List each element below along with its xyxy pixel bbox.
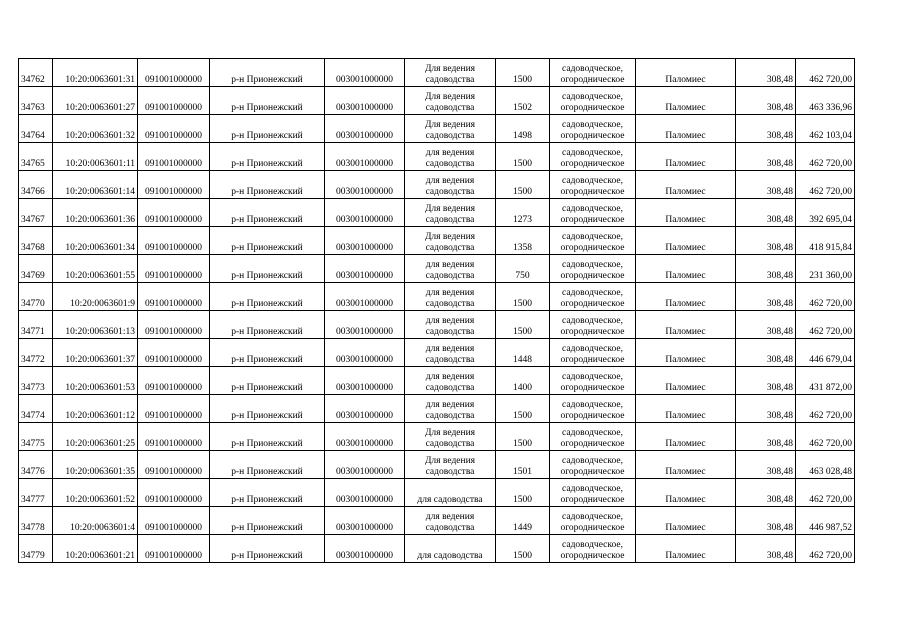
cadastral-number-cell: 10:20:0063601:35 [53, 451, 138, 479]
specific-value-cell: 308,48 [736, 311, 796, 339]
table-row [19, 367, 855, 395]
district-cell: р-н Прионежский [210, 255, 325, 283]
specific-value-cell: 308,48 [736, 171, 796, 199]
cadastral-number-cell: 10:20:0063601:31 [53, 59, 138, 87]
cadastral-number-cell: 10:20:0063601:36 [53, 199, 138, 227]
cadastral-value-cell: 462 720,00 [796, 59, 855, 87]
district-cell: р-н Прионежский [210, 199, 325, 227]
locality-cell: Паломиес [636, 143, 736, 171]
area-cell: 1400 [496, 367, 550, 395]
table-row [19, 227, 855, 255]
permitted-use-cell [405, 227, 496, 255]
area-cell: 1448 [496, 339, 550, 367]
cadastral-value-cell: 462 720,00 [796, 143, 855, 171]
permitted-use-cell [405, 283, 496, 311]
land-category-cell-line: огородническое [560, 439, 625, 449]
settlement-code-cell: 003001000000 [325, 535, 405, 563]
row-number-cell: 34764 [19, 115, 53, 143]
locality-cell: Паломиес [636, 367, 736, 395]
district-cell: р-н Прионежский [210, 451, 325, 479]
cadastral-number-cell: 10:20:0063601:37 [53, 339, 138, 367]
locality-cell: Паломиес [636, 199, 736, 227]
table-body [19, 59, 855, 563]
locality-cell: Паломиес [636, 115, 736, 143]
cadastral-value-cell: 463 336,96 [796, 87, 855, 115]
row-number-cell: 34778 [19, 507, 53, 535]
okato-code-cell: 091001000000 [138, 283, 210, 311]
land-category-cell [550, 535, 636, 563]
permitted-use-cell [405, 311, 496, 339]
permitted-use-cell-line: садоводства [425, 215, 475, 225]
land-category-cell-line: огородническое [560, 551, 625, 561]
okato-code-cell: 091001000000 [138, 423, 210, 451]
cadastral-value-cell: 462 720,00 [796, 395, 855, 423]
land-category-cell [550, 367, 636, 395]
permitted-use-cell [405, 339, 496, 367]
table-row [19, 199, 855, 227]
okato-code-cell: 091001000000 [138, 115, 210, 143]
cadastral-number-cell: 10:20:0063601:21 [53, 535, 138, 563]
area-cell: 1449 [496, 507, 550, 535]
permitted-use-cell-line: для ведения [425, 400, 475, 410]
permitted-use-cell-line: садоводства [425, 271, 475, 281]
land-category-cell-line: огородническое [560, 271, 625, 281]
specific-value-cell: 308,48 [736, 255, 796, 283]
cadastral-value-cell: 392 695,04 [796, 199, 855, 227]
locality-cell: Паломиес [636, 311, 736, 339]
row-number-cell: 34775 [19, 423, 53, 451]
row-number-cell: 34765 [19, 143, 53, 171]
okato-code-cell: 091001000000 [138, 171, 210, 199]
settlement-code-cell: 003001000000 [325, 227, 405, 255]
okato-code-cell: 091001000000 [138, 507, 210, 535]
permitted-use-cell-line: Для ведения [424, 92, 476, 102]
locality-cell: Паломиес [636, 339, 736, 367]
district-cell: р-н Прионежский [210, 171, 325, 199]
specific-value-cell: 308,48 [736, 143, 796, 171]
permitted-use-cell-line: для ведения [425, 148, 475, 158]
locality-cell: Паломиес [636, 227, 736, 255]
permitted-use-cell-line: Для ведения [424, 428, 476, 438]
permitted-use-cell-line: садоводства [425, 159, 475, 169]
land-category-cell [550, 507, 636, 535]
permitted-use-cell-line: для ведения [425, 260, 475, 270]
area-cell: 1501 [496, 451, 550, 479]
cadastral-number-cell: 10:20:0063601:32 [53, 115, 138, 143]
area-cell: 1500 [496, 143, 550, 171]
area-cell: 1358 [496, 227, 550, 255]
land-category-cell [550, 143, 636, 171]
cadastral-number-cell: 10:20:0063601:27 [53, 87, 138, 115]
land-category-cell [550, 171, 636, 199]
area-cell: 1500 [496, 479, 550, 507]
cadastral-value-cell: 462 720,00 [796, 311, 855, 339]
permitted-use-cell-line: для ведения [425, 512, 475, 522]
land-category-cell-line: садоводческое, [562, 260, 623, 270]
permitted-use-cell-line: Для ведения [424, 64, 476, 74]
specific-value-cell: 308,48 [736, 367, 796, 395]
locality-cell: Паломиес [636, 395, 736, 423]
locality-cell: Паломиес [636, 255, 736, 283]
land-category-cell-line: садоводческое, [562, 512, 623, 522]
district-cell: р-н Прионежский [210, 227, 325, 255]
land-category-cell-line: огородническое [560, 75, 625, 85]
table-row [19, 507, 855, 535]
table-row [19, 143, 855, 171]
district-cell: р-н Прионежский [210, 535, 325, 563]
locality-cell: Паломиес [636, 423, 736, 451]
row-number-cell: 34762 [19, 59, 53, 87]
locality-cell: Паломиес [636, 479, 736, 507]
specific-value-cell: 308,48 [736, 451, 796, 479]
district-cell: р-н Прионежский [210, 143, 325, 171]
table-row [19, 451, 855, 479]
land-category-cell [550, 283, 636, 311]
table-row [19, 423, 855, 451]
district-cell: р-н Прионежский [210, 507, 325, 535]
cadastral-value-table [18, 58, 855, 563]
cadastral-number-cell: 10:20:0063601:4 [53, 507, 138, 535]
land-category-cell-line: огородническое [560, 187, 625, 197]
land-category-cell-line: огородническое [560, 411, 625, 421]
permitted-use-cell-line: для садоводства [417, 495, 483, 505]
table-row [19, 311, 855, 339]
permitted-use-cell [405, 535, 496, 563]
okato-code-cell: 091001000000 [138, 395, 210, 423]
okato-code-cell: 091001000000 [138, 87, 210, 115]
cadastral-number-cell: 10:20:0063601:53 [53, 367, 138, 395]
permitted-use-cell [405, 87, 496, 115]
permitted-use-cell [405, 59, 496, 87]
permitted-use-cell [405, 479, 496, 507]
land-category-cell [550, 255, 636, 283]
row-number-cell: 34769 [19, 255, 53, 283]
land-category-cell [550, 115, 636, 143]
land-category-cell [550, 395, 636, 423]
cadastral-number-cell: 10:20:0063601:25 [53, 423, 138, 451]
land-category-cell-line: огородническое [560, 467, 625, 477]
settlement-code-cell: 003001000000 [325, 59, 405, 87]
permitted-use-cell-line: садоводства [425, 439, 475, 449]
permitted-use-cell-line: для ведения [425, 176, 475, 186]
permitted-use-cell [405, 199, 496, 227]
okato-code-cell: 091001000000 [138, 227, 210, 255]
permitted-use-cell [405, 255, 496, 283]
settlement-code-cell: 003001000000 [325, 283, 405, 311]
table-row [19, 171, 855, 199]
land-category-cell [550, 479, 636, 507]
permitted-use-cell-line: для ведения [425, 288, 475, 298]
okato-code-cell: 091001000000 [138, 367, 210, 395]
cadastral-number-cell: 10:20:0063601:9 [53, 283, 138, 311]
land-category-cell [550, 87, 636, 115]
locality-cell: Паломиес [636, 87, 736, 115]
settlement-code-cell: 003001000000 [325, 339, 405, 367]
cadastral-value-cell: 462 720,00 [796, 283, 855, 311]
row-number-cell: 34766 [19, 171, 53, 199]
table-row [19, 283, 855, 311]
settlement-code-cell: 003001000000 [325, 395, 405, 423]
land-category-cell-line: садоводческое, [562, 456, 623, 466]
settlement-code-cell: 003001000000 [325, 115, 405, 143]
row-number-cell: 34767 [19, 199, 53, 227]
specific-value-cell: 308,48 [736, 423, 796, 451]
land-category-cell-line: огородническое [560, 159, 625, 169]
land-category-cell-line: огородническое [560, 215, 625, 225]
permitted-use-cell-line: Для ведения [424, 232, 476, 242]
permitted-use-cell-line: для садоводства [417, 551, 483, 561]
cadastral-value-cell: 231 360,00 [796, 255, 855, 283]
permitted-use-cell-line: садоводства [425, 523, 475, 533]
permitted-use-cell-line: для ведения [425, 372, 475, 382]
okato-code-cell: 091001000000 [138, 479, 210, 507]
cadastral-number-cell: 10:20:0063601:12 [53, 395, 138, 423]
permitted-use-cell-line: садоводства [425, 187, 475, 197]
land-category-cell [550, 227, 636, 255]
locality-cell: Паломиес [636, 283, 736, 311]
settlement-code-cell: 003001000000 [325, 451, 405, 479]
settlement-code-cell: 003001000000 [325, 479, 405, 507]
land-category-cell-line: огородническое [560, 523, 625, 533]
land-category-cell-line: огородническое [560, 103, 625, 113]
land-category-cell [550, 451, 636, 479]
permitted-use-cell-line: садоводства [425, 411, 475, 421]
land-category-cell [550, 311, 636, 339]
area-cell: 1500 [496, 395, 550, 423]
cadastral-number-cell: 10:20:0063601:34 [53, 227, 138, 255]
okato-code-cell: 091001000000 [138, 451, 210, 479]
area-cell: 750 [496, 255, 550, 283]
row-number-cell: 34774 [19, 395, 53, 423]
permitted-use-cell-line: садоводства [425, 355, 475, 365]
row-number-cell: 34771 [19, 311, 53, 339]
settlement-code-cell: 003001000000 [325, 507, 405, 535]
settlement-code-cell: 003001000000 [325, 255, 405, 283]
settlement-code-cell: 003001000000 [325, 143, 405, 171]
permitted-use-cell-line: садоводства [425, 131, 475, 141]
area-cell: 1500 [496, 311, 550, 339]
okato-code-cell: 091001000000 [138, 339, 210, 367]
cadastral-number-cell: 10:20:0063601:13 [53, 311, 138, 339]
row-number-cell: 34776 [19, 451, 53, 479]
settlement-code-cell: 003001000000 [325, 311, 405, 339]
settlement-code-cell: 003001000000 [325, 423, 405, 451]
table-row [19, 87, 855, 115]
cadastral-value-cell: 462 103,04 [796, 115, 855, 143]
permitted-use-cell-line: садоводства [425, 299, 475, 309]
permitted-use-cell-line: садоводства [425, 75, 475, 85]
land-category-cell-line: садоводческое, [562, 232, 623, 242]
land-category-cell-line: огородническое [560, 327, 625, 337]
okato-code-cell: 091001000000 [138, 143, 210, 171]
table-row [19, 395, 855, 423]
land-category-cell-line: садоводческое, [562, 372, 623, 382]
land-category-cell [550, 199, 636, 227]
district-cell: р-н Прионежский [210, 59, 325, 87]
permitted-use-cell-line: садоводства [425, 383, 475, 393]
cadastral-value-cell: 446 987,52 [796, 507, 855, 535]
specific-value-cell: 308,48 [736, 339, 796, 367]
land-category-cell-line: огородническое [560, 299, 625, 309]
permitted-use-cell-line: садоводства [425, 327, 475, 337]
specific-value-cell: 308,48 [736, 87, 796, 115]
cadastral-value-cell: 446 679,04 [796, 339, 855, 367]
row-number-cell: 34768 [19, 227, 53, 255]
permitted-use-cell [405, 171, 496, 199]
land-category-cell-line: садоводческое, [562, 148, 623, 158]
table-row [19, 255, 855, 283]
land-category-cell-line: садоводческое, [562, 316, 623, 326]
row-number-cell: 34772 [19, 339, 53, 367]
cadastral-value-cell: 463 028,48 [796, 451, 855, 479]
specific-value-cell: 308,48 [736, 535, 796, 563]
land-category-cell-line: огородническое [560, 355, 625, 365]
locality-cell: Паломиес [636, 451, 736, 479]
settlement-code-cell: 003001000000 [325, 367, 405, 395]
area-cell: 1498 [496, 115, 550, 143]
table-row [19, 339, 855, 367]
land-category-cell-line: садоводческое, [562, 344, 623, 354]
okato-code-cell: 091001000000 [138, 59, 210, 87]
district-cell: р-н Прионежский [210, 283, 325, 311]
cadastral-number-cell: 10:20:0063601:14 [53, 171, 138, 199]
table-row [19, 59, 855, 87]
specific-value-cell: 308,48 [736, 199, 796, 227]
settlement-code-cell: 003001000000 [325, 199, 405, 227]
district-cell: р-н Прионежский [210, 87, 325, 115]
land-category-cell-line: садоводческое, [562, 428, 623, 438]
cadastral-number-cell: 10:20:0063601:11 [53, 143, 138, 171]
okato-code-cell: 091001000000 [138, 255, 210, 283]
area-cell: 1500 [496, 535, 550, 563]
settlement-code-cell: 003001000000 [325, 87, 405, 115]
cadastral-value-cell: 431 872,00 [796, 367, 855, 395]
land-category-cell-line: огородническое [560, 131, 625, 141]
permitted-use-cell-line: Для ведения [424, 204, 476, 214]
specific-value-cell: 308,48 [736, 395, 796, 423]
permitted-use-cell [405, 367, 496, 395]
land-category-cell-line: садоводческое, [562, 484, 623, 494]
district-cell: р-н Прионежский [210, 395, 325, 423]
land-category-cell-line: огородническое [560, 495, 625, 505]
permitted-use-cell [405, 507, 496, 535]
specific-value-cell: 308,48 [736, 227, 796, 255]
okato-code-cell: 091001000000 [138, 311, 210, 339]
permitted-use-cell-line: садоводства [425, 103, 475, 113]
permitted-use-cell-line: садоводства [425, 243, 475, 253]
land-category-cell-line: садоводческое, [562, 204, 623, 214]
land-category-cell-line: огородническое [560, 383, 625, 393]
district-cell: р-н Прионежский [210, 367, 325, 395]
land-category-cell-line: садоводческое, [562, 120, 623, 130]
land-category-cell-line: садоводческое, [562, 176, 623, 186]
specific-value-cell: 308,48 [736, 59, 796, 87]
land-category-cell-line: садоводческое, [562, 64, 623, 74]
row-number-cell: 34777 [19, 479, 53, 507]
area-cell: 1502 [496, 87, 550, 115]
permitted-use-cell-line: для ведения [425, 344, 475, 354]
land-category-cell-line: садоводческое, [562, 288, 623, 298]
district-cell: р-н Прионежский [210, 311, 325, 339]
permitted-use-cell [405, 451, 496, 479]
district-cell: р-н Прионежский [210, 339, 325, 367]
permitted-use-cell [405, 395, 496, 423]
row-number-cell: 34779 [19, 535, 53, 563]
land-category-cell-line: садоводческое, [562, 540, 623, 550]
land-category-cell-line: огородническое [560, 243, 625, 253]
area-cell: 1500 [496, 59, 550, 87]
area-cell: 1500 [496, 283, 550, 311]
cadastral-value-cell: 462 720,00 [796, 479, 855, 507]
permitted-use-cell [405, 423, 496, 451]
specific-value-cell: 308,48 [736, 479, 796, 507]
land-category-cell [550, 339, 636, 367]
settlement-code-cell: 003001000000 [325, 171, 405, 199]
row-number-cell: 34770 [19, 283, 53, 311]
area-cell: 1500 [496, 423, 550, 451]
specific-value-cell: 308,48 [736, 507, 796, 535]
row-number-cell: 34773 [19, 367, 53, 395]
cadastral-value-cell: 462 720,00 [796, 423, 855, 451]
cadastral-number-cell: 10:20:0063601:55 [53, 255, 138, 283]
cadastral-value-cell: 462 720,00 [796, 171, 855, 199]
cadastral-value-cell: 418 915,84 [796, 227, 855, 255]
permitted-use-cell-line: садоводства [425, 467, 475, 477]
locality-cell: Паломиес [636, 535, 736, 563]
table-row [19, 535, 855, 563]
specific-value-cell: 308,48 [736, 115, 796, 143]
locality-cell: Паломиес [636, 507, 736, 535]
permitted-use-cell-line: для ведения [425, 316, 475, 326]
district-cell: р-н Прионежский [210, 423, 325, 451]
row-number-cell: 34763 [19, 87, 53, 115]
land-category-cell [550, 423, 636, 451]
specific-value-cell: 308,48 [736, 283, 796, 311]
area-cell: 1273 [496, 199, 550, 227]
okato-code-cell: 091001000000 [138, 535, 210, 563]
cadastral-number-cell: 10:20:0063601:52 [53, 479, 138, 507]
district-cell: р-н Прионежский [210, 115, 325, 143]
permitted-use-cell [405, 115, 496, 143]
cadastral-value-cell: 462 720,00 [796, 535, 855, 563]
permitted-use-cell-line: Для ведения [424, 120, 476, 130]
land-category-cell-line: садоводческое, [562, 400, 623, 410]
table-row [19, 115, 855, 143]
area-cell: 1500 [496, 171, 550, 199]
locality-cell: Паломиес [636, 171, 736, 199]
okato-code-cell: 091001000000 [138, 199, 210, 227]
locality-cell: Паломиес [636, 59, 736, 87]
land-category-cell-line: садоводческое, [562, 92, 623, 102]
land-category-cell [550, 59, 636, 87]
permitted-use-cell-line: Для ведения [424, 456, 476, 466]
permitted-use-cell [405, 143, 496, 171]
district-cell: р-н Прионежский [210, 479, 325, 507]
table-row [19, 479, 855, 507]
